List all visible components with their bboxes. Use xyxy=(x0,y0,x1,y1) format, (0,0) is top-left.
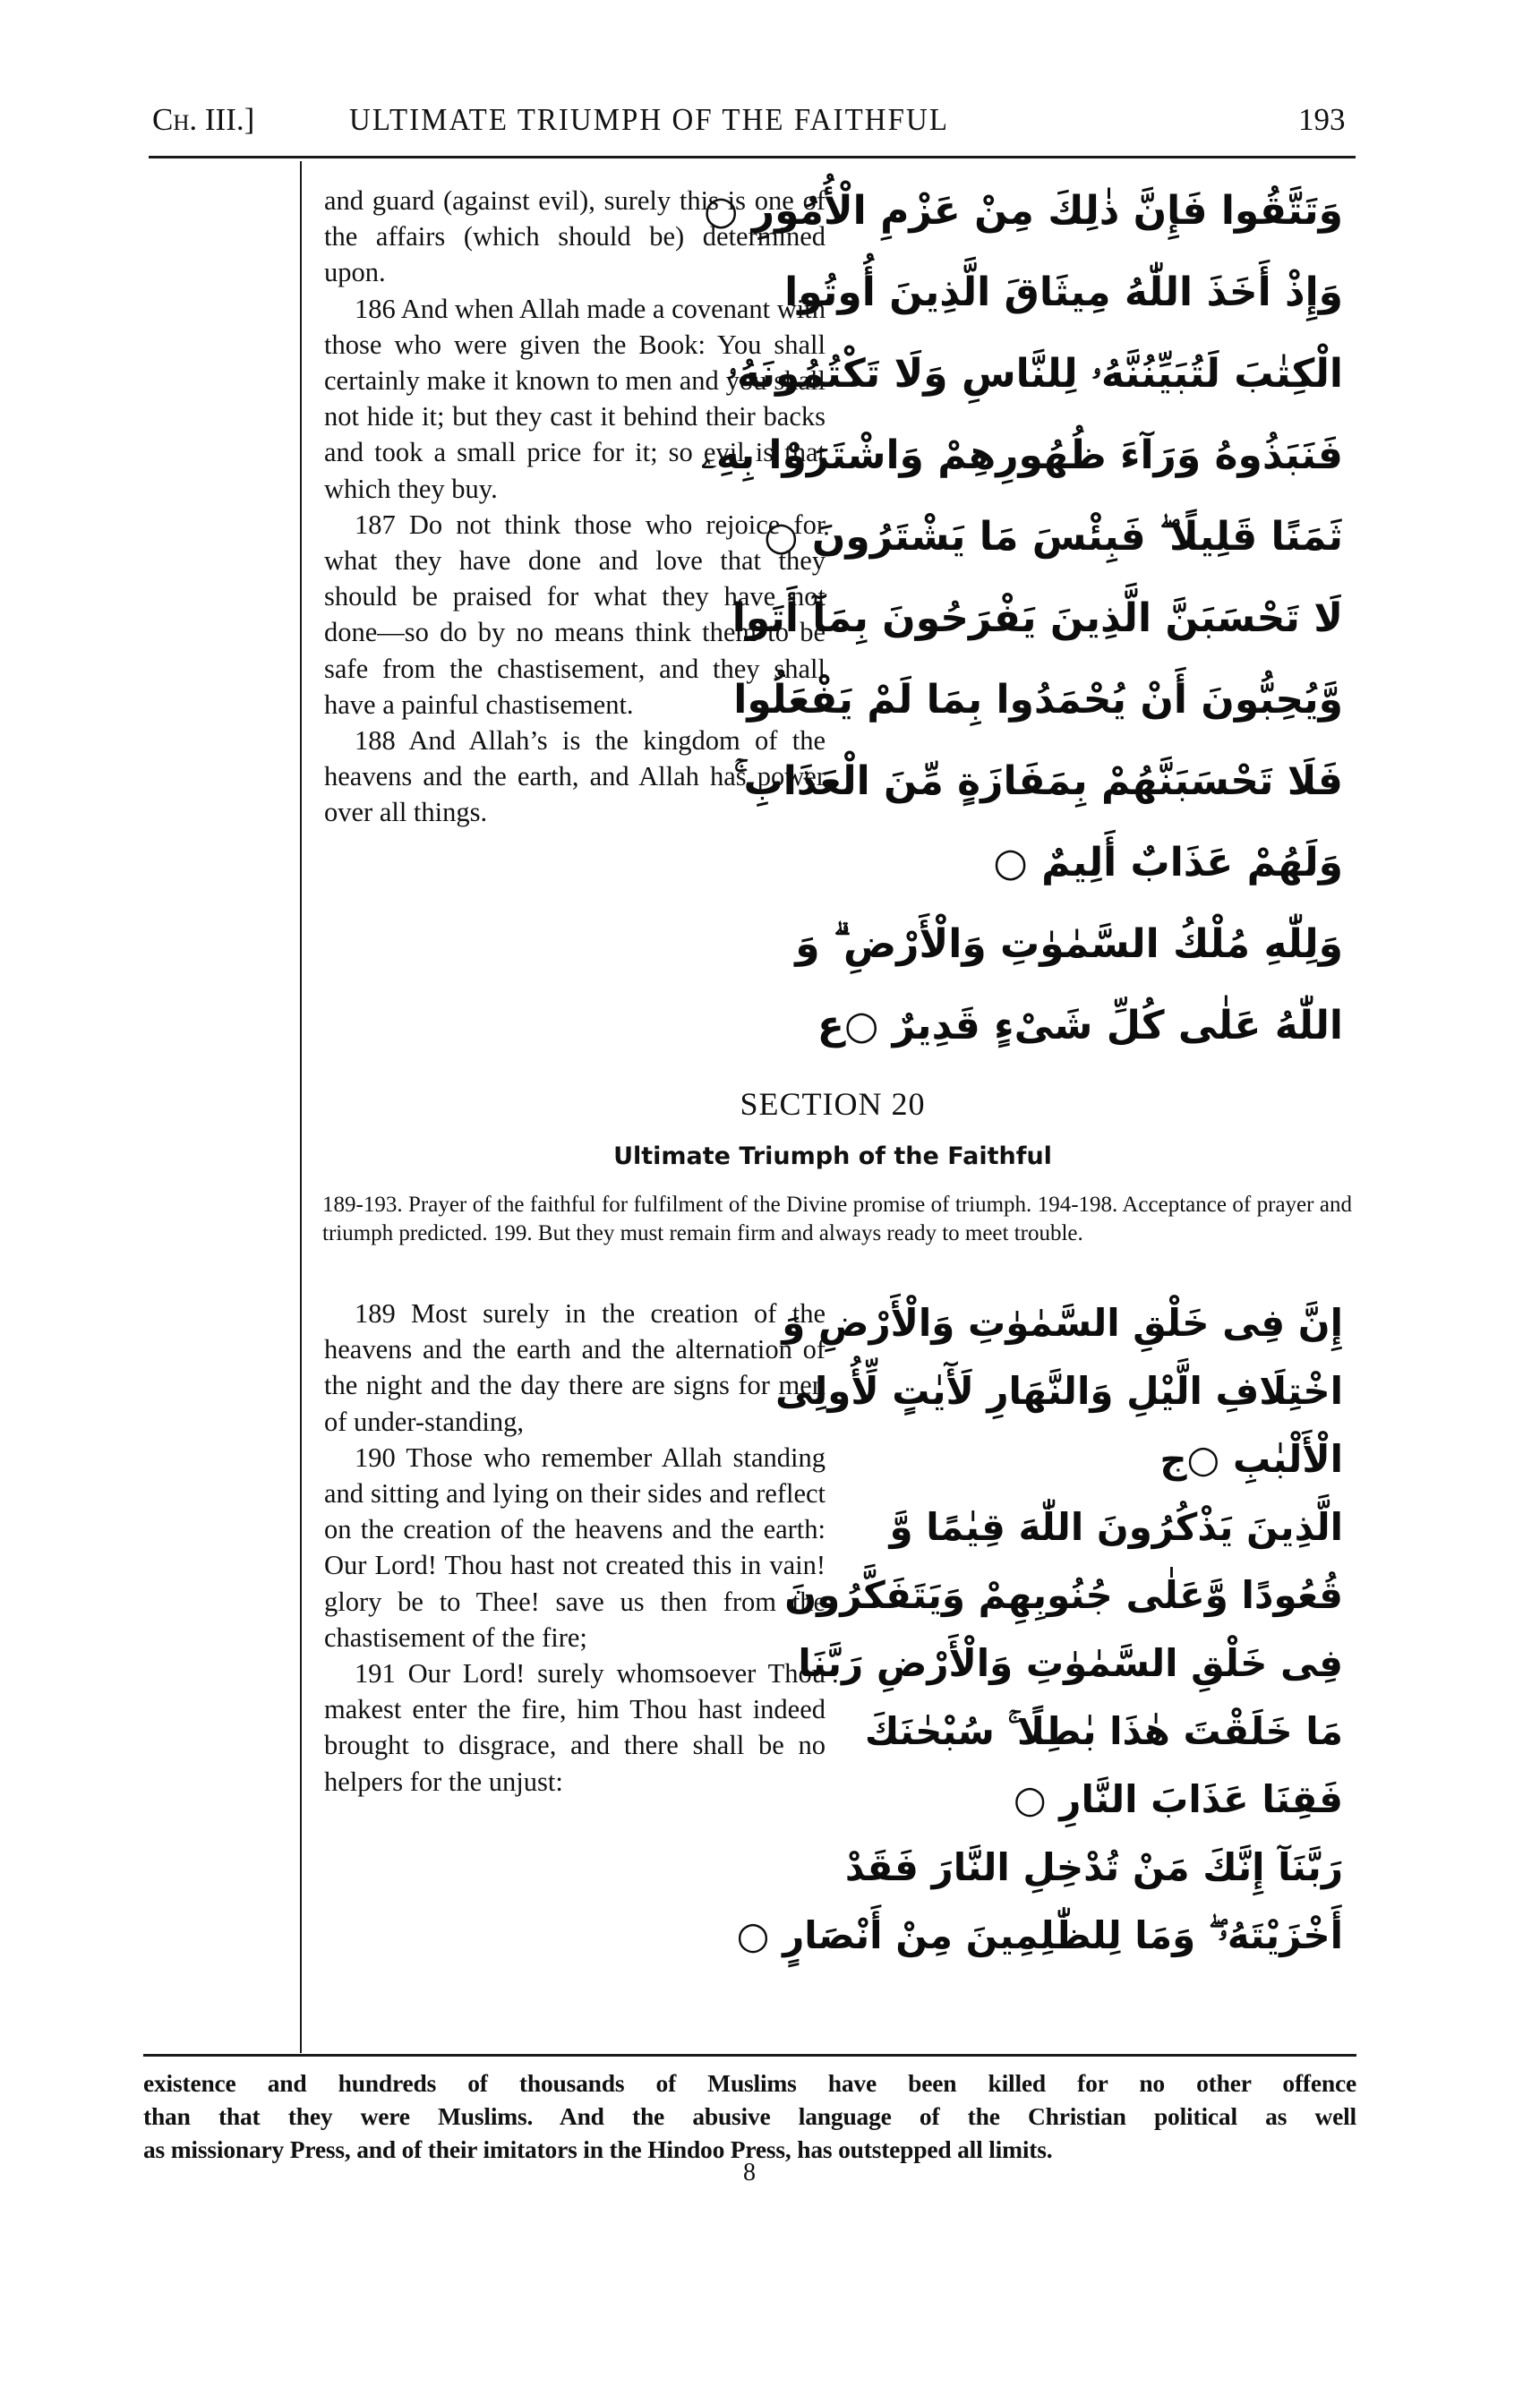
footnote-line: than that they were Muslims. And the abusive language of the Christian political as well xyxy=(143,2102,1356,2130)
arabic-line: فَلَا تَحْسَبَنَّهُمْ بِمَفَازَةٍ مِّنَ الْعَذَابِ ۚ xyxy=(733,758,1343,804)
signature-mark: 8 xyxy=(743,2159,756,2186)
section-summary: 189-193. Prayer of the faithful for fulfilment of the Divine promise of triumph. 194-198. Acceptance of prayer and triumph predicted. 199. But they must remain firm and always ready to meet trouble. xyxy=(322,1193,1352,1245)
margin-rule xyxy=(300,161,302,2053)
arabic-line: وَتَتَّقُوا فَإِنَّ ذٰلِكَ مِنْ عَزْمِ الْأُمُورِ ○ xyxy=(704,188,1343,234)
arabic-line: الَّذِينَ يَذْكُرُونَ اللّٰهَ قِيٰمًا وَّ xyxy=(889,1505,1343,1549)
arabic-line: وَلِلّٰهِ مُلْكُ السَّمٰوٰتِ وَالْأَرْضِ ۗ وَ xyxy=(795,921,1343,967)
section-subtitle: Ultimate Triumph of the Faithful xyxy=(613,1142,1052,1170)
arabic-line: مَا خَلَقْتَ هٰذَا بٰطِلًا ۚ سُبْحٰنَكَ xyxy=(864,1709,1343,1753)
verse-187: 187 Do not think those who rejoice for what they have done and love that they should be praised for what they have not done—so do by no means think them to be safe from the chastisement, and they shall have a painful chastisement. xyxy=(324,509,826,720)
arabic-line: فَقِنَا عَذَابَ النَّارِ ○ xyxy=(1014,1777,1343,1821)
page-number: 193 xyxy=(1298,102,1346,137)
arabic-line: رَبَّنَآ إِنَّكَ مَنْ تُدْخِلِ النَّارَ فَقَدْ xyxy=(844,1845,1343,1889)
section-title: SECTION 20 xyxy=(740,1086,926,1122)
footnote-line: existence and hundreds of thousands of Muslims have been killed for no other offence xyxy=(143,2069,1356,2097)
arabic-line: وَّيُحِبُّونَ أَنْ يُحْمَدُوا بِمَا لَمْ يَفْعَلُوا xyxy=(733,677,1343,723)
verse-191: 191 Our Lord! surely whomsoever Thou makest enter the fire, him Thou hast indeed brought to disgrace, and there shall be no helpers for the unjust: xyxy=(324,1658,826,1797)
arabic-line: وَلَهُمْ عَذَابٌ أَلِيمٌ ○ xyxy=(993,840,1343,885)
arabic-column-top xyxy=(701,170,1343,1066)
arabic-line: فِى خَلْقِ السَّمٰوٰتِ وَالْأَرْضِ رَبَّنَا xyxy=(798,1641,1343,1685)
verse-186: 186 And when Allah made a covenant with those who were given the Book: You shall certainly make it known to men and you shall not hide it; but they cast it behind their backs and took a small price for it; so evil is that which they buy. xyxy=(324,293,826,504)
arabic-line: ثَمَنًا قَلِيلًا ۖ فَبِئْسَ مَا يَشْتَرُونَ ○ xyxy=(764,514,1343,560)
running-title: ULTIMATE TRIUMPH OF THE FAITHFUL xyxy=(349,102,949,137)
arabic-line: إِنَّ فِى خَلْقِ السَّمٰوٰتِ وَالْأَرْضِ وَ xyxy=(782,1301,1343,1345)
verse-188: 188 And Allah’s is the kingdom of the heavens and the earth, and Allah has power over all things. xyxy=(324,725,826,828)
arabic-line: اللّٰهُ عَلٰى كُلِّ شَىْءٍ قَدِيرٌ ○ع xyxy=(817,1003,1343,1048)
arabic-line: وَإِذْ أَخَذَ اللّٰهُ مِيثَاقَ الَّذِينَ أُوتُوا xyxy=(784,269,1343,315)
verse-185-continuation: and guard (against evil), surely this is one of the affairs (which should be) determined upon. xyxy=(324,185,826,288)
arabic-line: الْأَلْبٰبِ ○ج xyxy=(1159,1437,1343,1481)
arabic-line: أَخْزَيْتَهُۥ ۖ وَمَا لِلظّٰلِمِينَ مِنْ أَنْصَارٍ ○ xyxy=(736,1913,1343,1957)
arabic-line: قُعُودًا وَّعَلٰى جُنُوبِهِمْ وَيَتَفَكَّرُونَ xyxy=(784,1573,1343,1617)
verse-190: 190 Those who remember Allah standing and sitting and lying on their sides and reflect on the creation of the heavens and the earth: Our Lord! Thou hast not created this in vain! glory be to Thee! save us then from the chastisement of the fire; xyxy=(324,1442,826,1653)
verse-189: 189 Most surely in the creation of the heavens and the earth and the alternation of the night and the day there are signs for men of under-standing, xyxy=(324,1298,826,1437)
footnote-line: as missionary Press, and of their imitators in the Hindoo Press, has outstepped all limits. xyxy=(143,2135,1053,2163)
footnote-rule xyxy=(143,2054,1356,2057)
arabic-line: اخْتِلَافِ الَّيْلِ وَالنَّهَارِ لَأٓيٰتٍ لِّأُولِى xyxy=(774,1369,1343,1413)
arabic-column-bottom xyxy=(736,1289,1343,1970)
arabic-line: فَنَبَذُوهُ وَرَآءَ ظُهُورِهِمْ وَاشْتَرَوْا بِهِۦ xyxy=(701,432,1343,478)
arabic-line: الْكِتٰبَ لَتُبَيِّنُنَّهُۥ لِلنَّاسِ وَلَا تَكْتُمُونَهُۥ xyxy=(726,351,1343,397)
english-column-bottom xyxy=(324,1296,826,1800)
chapter-label: Ch. III.] xyxy=(152,102,255,137)
footnote xyxy=(143,2066,1356,2166)
header-rule xyxy=(149,156,1356,158)
arabic-line: لَا تَحْسَبَنَّ الَّذِينَ يَفْرَحُونَ بِمَآ أَتَوا xyxy=(732,595,1343,641)
